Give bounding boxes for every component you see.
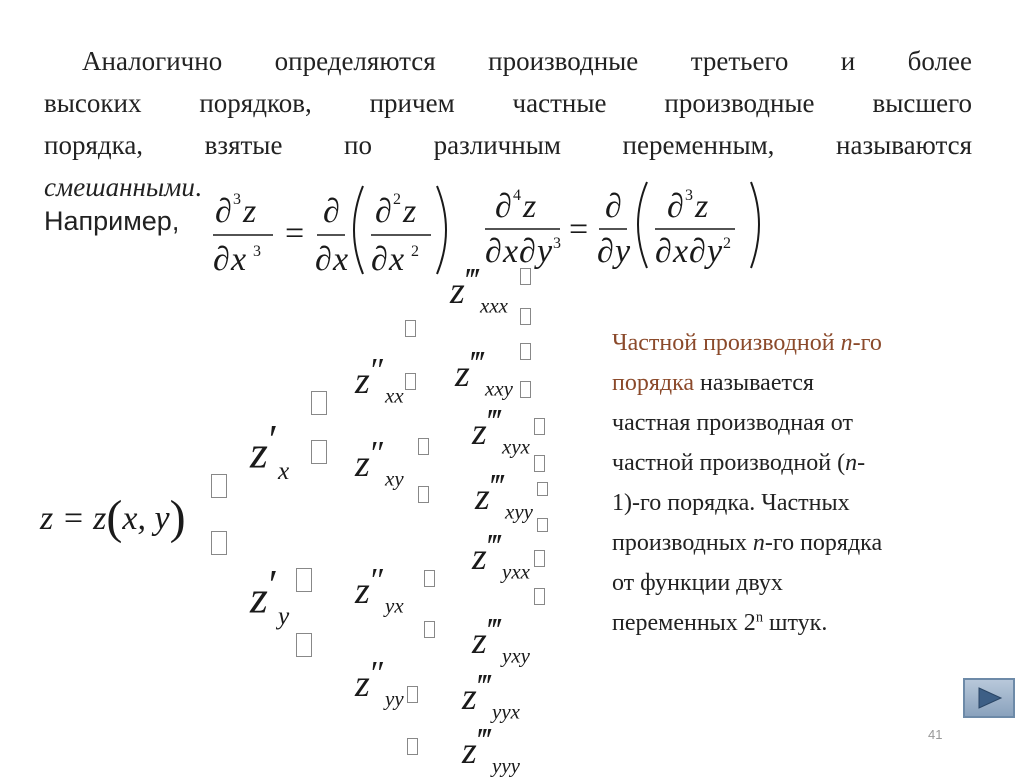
z-xy: $z''_{xy}$ <box>355 435 404 491</box>
intro-line-1: Аналогично определяются производные третьего и более <box>82 46 972 76</box>
definition-text-fragment: штук. <box>763 610 828 636</box>
placeholder-glyph <box>407 738 418 755</box>
n-variable: n <box>845 450 858 476</box>
svg-text:x: x <box>673 233 689 270</box>
example-label: Например, <box>44 206 180 236</box>
z-xyx: $z‴_{xyx}$ <box>472 403 530 459</box>
svg-text:y: y <box>615 233 631 270</box>
placeholder-glyph <box>311 391 327 415</box>
intro-line-2: высоких порядков, причем частные производные высшего <box>44 88 972 118</box>
definition-line-4 <box>612 443 992 483</box>
placeholder-glyph <box>296 568 312 592</box>
placeholder-glyph <box>405 320 416 337</box>
placeholder-glyph <box>537 518 548 532</box>
function-z: z = z(x, y) <box>40 491 186 544</box>
svg-text:2: 2 <box>393 191 401 208</box>
z-x-prime: $z'_x$ <box>250 416 290 485</box>
z-xyy: $z‴_{xyy}$ <box>475 468 533 524</box>
z-y-prime: $z'_y$ <box>250 561 290 630</box>
svg-text:2: 2 <box>723 235 731 252</box>
definition-line-3: частная производная от <box>612 410 853 436</box>
svg-text:∂: ∂ <box>667 188 684 225</box>
placeholder-glyph <box>211 531 227 555</box>
placeholder-glyph <box>534 588 545 605</box>
next-slide-button[interactable] <box>963 678 1015 718</box>
placeholder-glyph <box>418 486 429 503</box>
svg-text:3: 3 <box>553 235 561 252</box>
definition-text-fragment: -го порядка <box>764 530 883 556</box>
intro-period: . <box>194 172 202 202</box>
placeholder-glyph <box>296 633 312 657</box>
definition-text <box>612 323 992 643</box>
svg-text:∂: ∂ <box>605 188 622 225</box>
svg-text:∂: ∂ <box>375 193 392 230</box>
definition-text-fragment: называется <box>694 370 814 396</box>
definition-text-fragment: переменных 2 <box>612 610 756 636</box>
svg-text:z: z <box>695 188 709 225</box>
svg-text:3: 3 <box>233 191 241 208</box>
z-yxx: $z‴_{yxx}$ <box>472 528 530 584</box>
svg-text:∂: ∂ <box>519 233 536 270</box>
z-yy: $z''_{yy}$ <box>355 655 404 711</box>
svg-text:3: 3 <box>685 187 693 204</box>
svg-text:∂: ∂ <box>323 193 340 230</box>
z-xx: $z''_{xx}$ <box>355 352 404 408</box>
z-xxx: $z‴_{xxx}$ <box>450 262 508 318</box>
definition-text-fragment: - <box>857 450 866 476</box>
placeholder-glyph <box>405 373 416 390</box>
placeholder-glyph <box>520 381 531 398</box>
placeholder-glyph <box>520 308 531 325</box>
definition-line-8 <box>612 603 992 643</box>
svg-text:z: z <box>403 193 417 230</box>
play-right-icon <box>977 686 1003 710</box>
term-highlight-order: порядка <box>612 370 695 396</box>
svg-text:x: x <box>231 241 247 278</box>
svg-text:4: 4 <box>513 187 521 204</box>
placeholder-glyph <box>311 440 327 464</box>
svg-text:z: z <box>243 193 257 230</box>
svg-text:∂: ∂ <box>495 188 512 225</box>
placeholder-glyph <box>520 343 531 360</box>
term-highlight: Частной производной <box>612 330 841 356</box>
svg-text:3: 3 <box>253 243 261 260</box>
placeholder-glyph <box>534 550 545 567</box>
z-yyy: $z‴_{yyy}$ <box>462 722 520 778</box>
svg-text:∂: ∂ <box>371 241 388 278</box>
definition-line-7: от функции двух <box>612 570 783 596</box>
z-yxy: $z‴_{yxy}$ <box>472 612 530 668</box>
definition-text-fragment: производных <box>612 530 753 556</box>
page-number: 41 <box>928 727 943 742</box>
n-variable: n <box>752 530 765 556</box>
svg-text:=: = <box>285 215 305 252</box>
exponent-n: n <box>755 609 764 626</box>
placeholder-glyph <box>424 570 435 587</box>
n-variable: n <box>840 330 853 356</box>
svg-text:∂: ∂ <box>213 241 230 278</box>
placeholder-glyph <box>534 455 545 472</box>
svg-text:x: x <box>333 241 349 278</box>
placeholder-glyph <box>407 686 418 703</box>
svg-text:∂: ∂ <box>597 233 614 270</box>
formula-third-derivative <box>213 186 446 278</box>
svg-text:=: = <box>569 211 589 248</box>
definition-line-5: 1)-го порядка. Частных <box>612 490 850 516</box>
placeholder-glyph <box>424 621 435 638</box>
svg-text:∂: ∂ <box>215 193 232 230</box>
z-yx: $z''_{yx}$ <box>355 562 404 618</box>
placeholder-glyph <box>534 418 545 435</box>
svg-text:∂: ∂ <box>689 233 706 270</box>
definition-line-1 <box>612 323 992 363</box>
emphasized-term: смешанными <box>44 172 195 202</box>
definition-text-fragment: частной производной ( <box>612 450 846 476</box>
svg-text:2: 2 <box>411 243 419 260</box>
svg-text:x: x <box>389 241 405 278</box>
z-xxy: $z‴_{xxy}$ <box>455 345 513 401</box>
svg-text:y: y <box>707 233 723 270</box>
svg-text:∂: ∂ <box>655 233 672 270</box>
placeholder-glyph <box>418 438 429 455</box>
svg-text:z: z <box>523 188 537 225</box>
placeholder-glyph <box>211 474 227 498</box>
z-yyx: $z‴_{yyx}$ <box>462 668 520 724</box>
formula-mixed-fourth-derivative <box>485 182 759 270</box>
svg-text:y: y <box>537 233 553 270</box>
svg-text:x: x <box>503 233 519 270</box>
definition-line-2 <box>612 363 992 403</box>
svg-text:∂: ∂ <box>485 233 502 270</box>
example-formulas <box>195 172 775 282</box>
placeholder-glyph <box>537 482 548 496</box>
definition-line-6 <box>612 523 992 563</box>
intro-line-3: порядка, взятые по различным переменным, называются <box>44 130 972 160</box>
svg-text:∂: ∂ <box>315 241 332 278</box>
term-highlight-suffix: -го <box>852 330 882 356</box>
